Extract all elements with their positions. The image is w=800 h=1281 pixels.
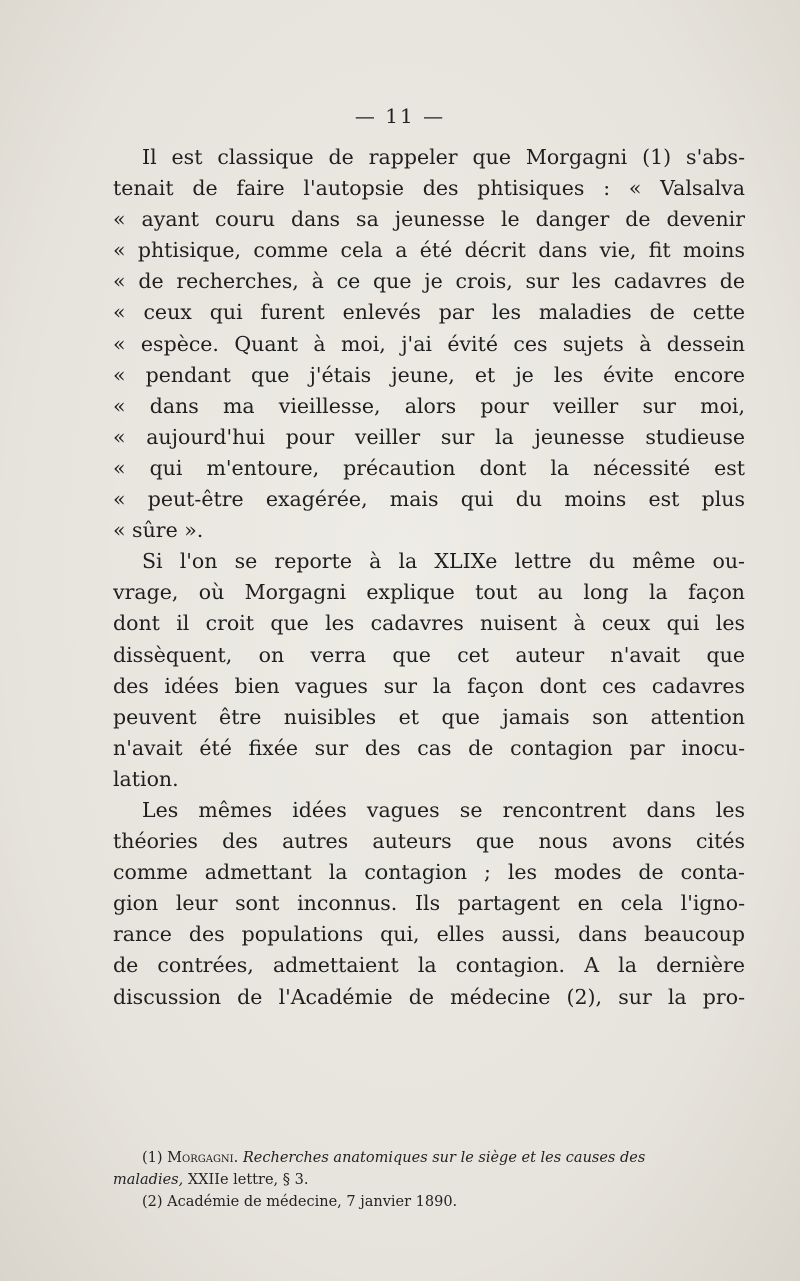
text-line: discussion de l'Académie de médecine (2), sur la pro- — [113, 984, 745, 1009]
text-line: lation. — [113, 766, 179, 791]
footnotes — [113, 1147, 745, 1213]
text-line: de contrées, admettaient la contagion. A la dernière — [113, 953, 745, 978]
text-line: peuvent être nuisibles et que jamais son attention — [113, 704, 745, 729]
text-line: dissèquent, on verra que cet auteur n'avait que — [113, 642, 745, 667]
page-number: — 11 — — [354, 104, 446, 128]
footnote-2 — [113, 1191, 745, 1213]
footnote-title: Recherches anatomiques sur le siège et les causes des — [242, 1150, 646, 1166]
text-line: « qui m'entoure, précaution dont la nécessité est — [113, 455, 745, 480]
text-line: « aujourd'hui pour veiller sur la jeunesse studieuse — [113, 424, 745, 449]
text-line: rance des populations qui, elles aussi, dans beaucoup — [113, 922, 745, 947]
footnote-marker: (2) — [142, 1194, 163, 1210]
footnote-author: Morgagni. — [167, 1150, 239, 1166]
footnote-rest: XXIIe lettre, § 3. — [187, 1172, 309, 1188]
text-line: comme admettant la contagion ; les modes de conta- — [113, 860, 745, 885]
text-line: « dans ma vieillesse, alors pour veiller sur moi, — [113, 393, 745, 418]
body-text — [113, 142, 745, 1013]
text-line: « ceux qui furent enlevés par les maladies de cette — [113, 300, 745, 325]
text-line: dont il croit que les cadavres nuisent à ceux qui les — [113, 611, 745, 636]
footnote-1-cont — [113, 1169, 745, 1191]
footnote-marker: (1) — [142, 1150, 163, 1166]
text-line: Il est classique de rappeler que Morgagni (1) s'abs- — [142, 145, 745, 169]
text-line: « pendant que j'étais jeune, et je les évite encore — [113, 362, 745, 387]
text-line: Si l'on se reporte à la XLIXe lettre du même ou- — [142, 549, 745, 574]
footnote-title-cont: maladies, — [113, 1172, 184, 1188]
footnote-1 — [113, 1147, 745, 1169]
footnote-text: Académie de médecine, 7 janvier 1890. — [167, 1194, 458, 1210]
text-line: tenait de faire l'autopsie des phtisiques : « Valsalva — [113, 176, 745, 201]
text-line: « peut-être exagérée, mais qui du moins est plus — [113, 487, 745, 512]
text-line: vrage, où Morgagni explique tout au long la façon — [113, 580, 745, 605]
text-line: Les mêmes idées vagues se rencontrent dans les — [142, 797, 745, 822]
text-line: n'avait été fixée sur des cas de contagion par inocu- — [113, 735, 745, 760]
text-line: « espèce. Quant à moi, j'ai évité ces sujets à dessein — [113, 331, 745, 356]
text-line: gion leur sont inconnus. Ils partagent en cela l'igno- — [113, 891, 745, 916]
text-line: « de recherches, à ce que je crois, sur les cadavres de — [113, 269, 745, 294]
text-line: « sûre ». — [113, 518, 204, 543]
text-line: théories des autres auteurs que nous avons cités — [113, 829, 745, 854]
text-line: « ayant couru dans sa jeunesse le danger de devenir — [113, 207, 745, 232]
text-line: des idées bien vagues sur la façon dont ces cadavres — [113, 673, 745, 698]
text-line: « phtisique, comme cela a été décrit dans vie, fit moins — [113, 238, 745, 263]
